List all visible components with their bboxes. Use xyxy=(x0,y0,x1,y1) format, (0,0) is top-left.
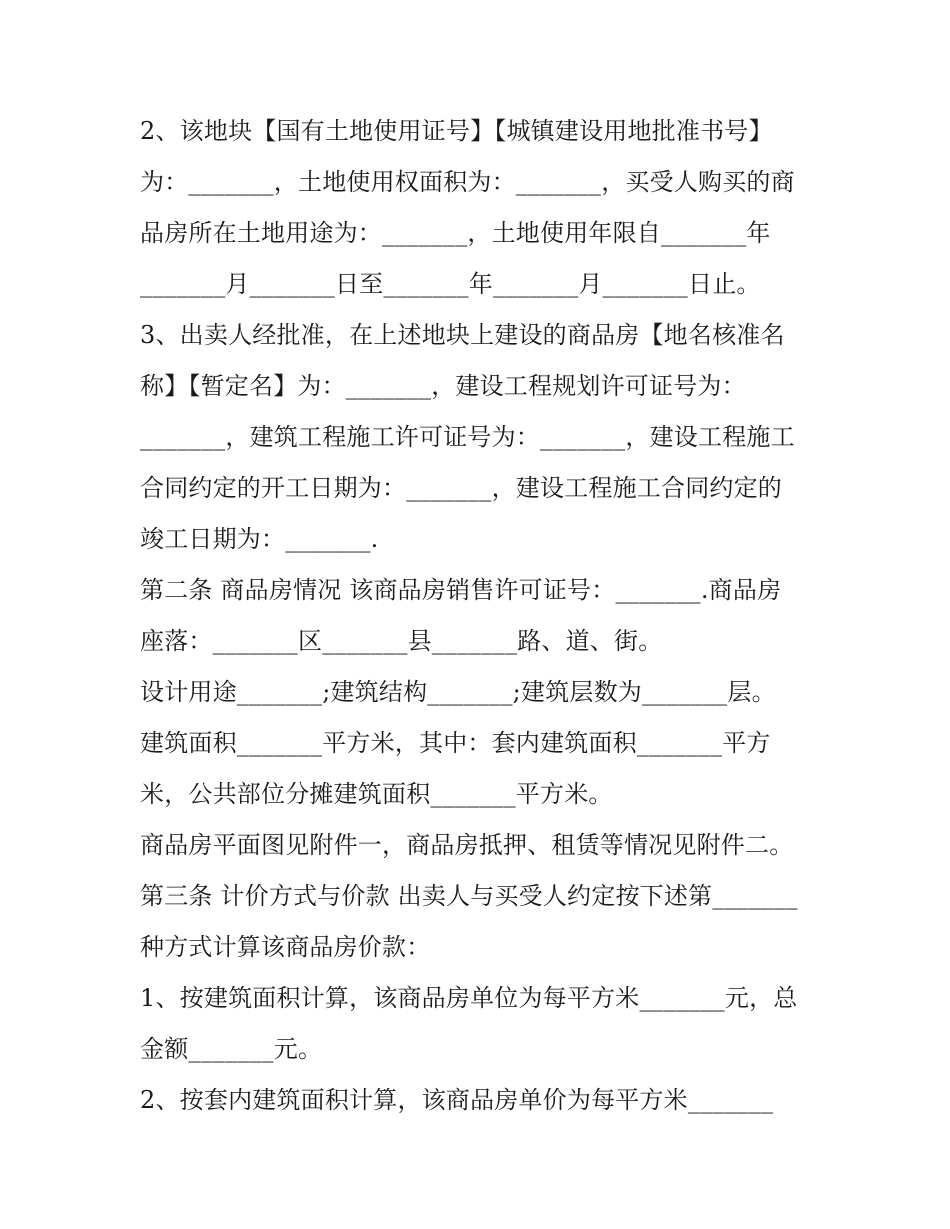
text-line: 第二条 商品房情况 该商品房销售许可证号：_______.商品房 xyxy=(140,576,782,604)
text-line: 座落：_______区_______县_______路、道、街。 xyxy=(140,627,663,655)
text-line: 建筑面积_______平方米，其中：套内建筑面积_______平方 xyxy=(140,729,771,757)
text-line: 商品房平面图见附件一，商品房抵押、租赁等情况见附件二。 xyxy=(140,831,794,859)
text-line: 第三条 计价方式与价款 出卖人与买受人约定按下述第_______ xyxy=(140,882,798,910)
text-line: 合同约定的开工日期为：_______，建设工程施工合同约定的 xyxy=(140,474,782,502)
document-body xyxy=(140,106,820,1126)
text-line: 2、按套内建筑面积计算，该商品房单价为每平方米_______ xyxy=(140,1086,774,1114)
text-line: 竣工日期为：_______. xyxy=(140,525,379,553)
text-line: 设计用途_______;建筑结构_______;建筑层数为_______层。 xyxy=(140,678,776,706)
text-line: 种方式计算该商品房价款： xyxy=(140,933,431,961)
text-line: 2、该地块【国有土地使用证号】【城镇建设用地批准书号】 xyxy=(140,117,773,145)
text-line: _______，建筑工程施工许可证号为：_______，建设工程施工 xyxy=(140,423,795,451)
text-line: 称】【暂定名】为：_______，建设工程规划许可证号为： xyxy=(140,372,746,400)
text-line: 品房所在土地用途为：_______，土地使用年限自_______年 xyxy=(140,219,771,247)
text-line: 金额_______元。 xyxy=(140,1035,323,1063)
text-line: 米，公共部位分摊建筑面积_______平方米。 xyxy=(140,780,613,808)
text-line: 1、按建筑面积计算，该商品房单位为每平方米_______元，总 xyxy=(140,984,798,1012)
text-line: 3、出卖人经批准，在上述地块上建设的商品房【地名核准名 xyxy=(140,321,785,349)
text-line: _______月_______日至_______年_______月_______日止。 xyxy=(140,270,761,298)
text-line: 为：_______，土地使用权面积为：_______，买受人购买的商 xyxy=(140,168,795,196)
